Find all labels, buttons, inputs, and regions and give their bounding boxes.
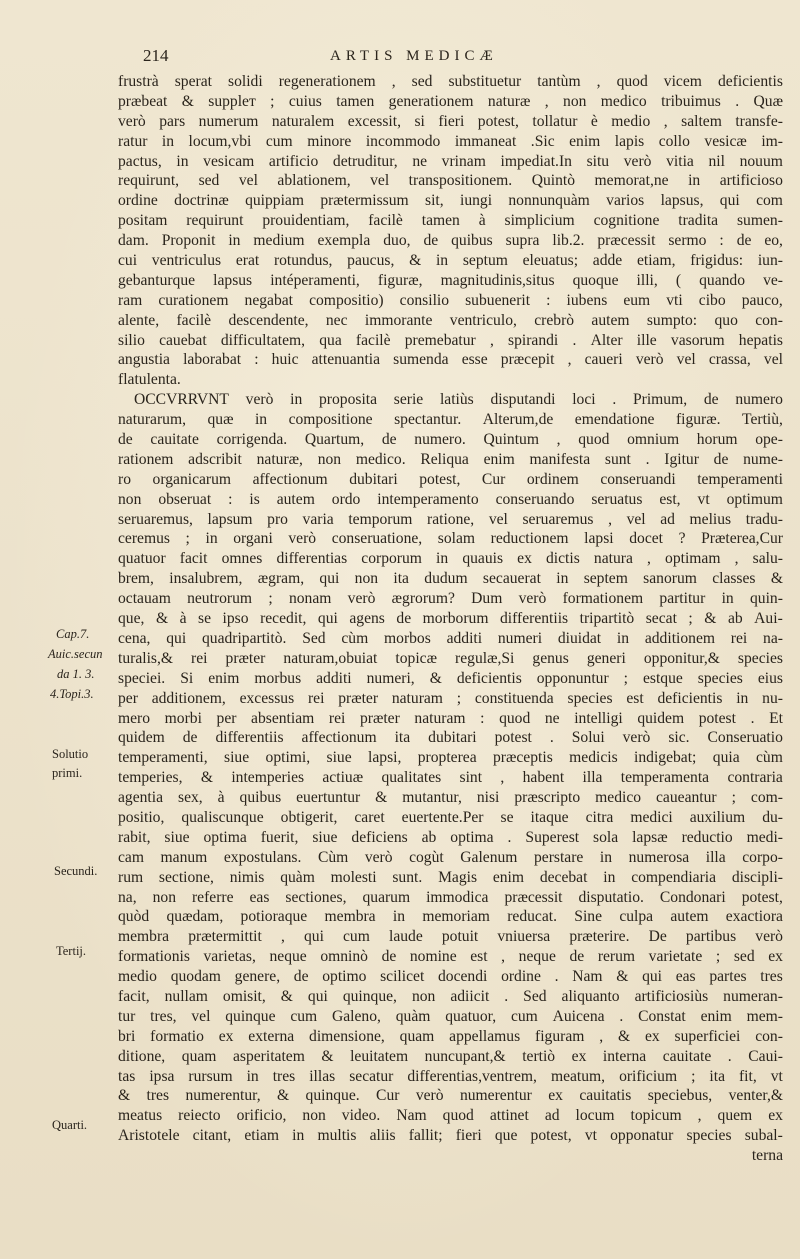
text-line: positam requirunt prouidentiam, facilè tamen à simplicium cognitione tradita sumen-: [118, 212, 783, 230]
text-line: quòd quædam, potioraque membra in memoriam reducat. Sine culpa autem exactiora: [118, 908, 783, 926]
text-line: silio cauebat difficultatem, qua facilè premebatur , spirandi . Alter ille vasorum hepatis: [118, 331, 783, 349]
margin-note: Auic.secun: [48, 647, 103, 661]
text-line: ram curationem negabat compositio) consilio subuenerit : iubens eum vti cibo pauco,: [118, 291, 783, 309]
page-header: [0, 40, 800, 70]
text-line: meatus reiecto orificio, non video. Nam quod attinet ad locum topicum , quem ex: [118, 1107, 783, 1125]
text-line: dam. Proponit in medium exempla duo, de quibus supra lib.2. præcessit sermo : de eo,: [118, 232, 783, 250]
text-line: flatulenta.: [118, 371, 181, 389]
text-line: ro organicarum affectionum dubitari potest, Cur ordinem conseruandi temperamenti: [118, 470, 783, 488]
text-line: de cauitate corrigenda. Quartum, de numero. Quintum , quod omnium horum ope-: [118, 431, 783, 449]
margin-notes: [0, 0, 120, 1259]
text-line: frustrà sperat solidi regenerationem , sed substituetur tantùm , quod vicem deficientis: [118, 73, 783, 90]
text-line: medio quodam genere, de optimo scilicet docendi ordine . Nam & qui eas partes tres: [118, 968, 783, 986]
text-line: temperies, & intemperies actiuæ qualitates sint , habent illa temperamenta contraria: [118, 769, 783, 787]
text-line: tas ipsa rursum in tres illas secatur differentias,ventrem, meatum, orificium ; ita fit, vt: [118, 1067, 783, 1085]
margin-note: Cap.7.: [56, 627, 90, 641]
text-line: Aristotele citant, etiam in multis aliis fallit; fieri que potest, vt opponatur species subal-: [118, 1127, 783, 1145]
text-line: que, & à se ipso recedit, qui agens de morborum differentiis tripartitò secat ; & ab Aui-: [118, 610, 783, 628]
text-line: facit, nullam omisit, & qui quinque, non adiicit . Sed aliquanto artificiosiùs numeran-: [118, 987, 783, 1005]
text-line: gebanturque lapsus intéperamenti, figuræ, magnitudinis,situs quoque illi, ( quando ve-: [118, 271, 783, 289]
text-line: ordine doctrinæ quippiam prætermissum sit, iungi nonnunquàm varios lapsus, qui com: [118, 192, 783, 210]
text-line: angustia laborabat : huic attenuantia sumenda esse præcepit , caueri verò vel crassa, vel: [118, 351, 783, 369]
text-line: rabit, siue optima fuerit, siue deficiens ab optima . Superest sola lapsæ reductio medi-: [118, 828, 783, 846]
text-line: requirunt, sed vel ablationem, vel transpositionem. Quintò memorat,ne in artificioso: [118, 172, 783, 190]
text-line: seruaremus, lapsum pro varia temporum ratione, vel seruaremus , vel ad melius tradu-: [118, 510, 783, 528]
text-line: na, non referre eas sectiones, quarum immodica præcessit disputatio. Condonari potest,: [118, 888, 783, 906]
text-line: ratur in locum,vbi cum minore incommodo immaneat .Sic enim lapis collo vesicæ im-: [118, 132, 783, 150]
text-line: & tres numerentur, & quinque. Cur verò numerentur ex cauitatis speciebus, venter,&: [118, 1087, 783, 1105]
text-line: cui ventriculus erat rotundus, paucus, & in septum eleuatus; adde etiam, frigidus: iun-: [118, 252, 783, 270]
running-head: ARTIS MEDICÆ: [330, 48, 498, 64]
margin-note: Solutio: [52, 747, 89, 761]
margin-note: Secundi.: [54, 864, 98, 878]
text-line: formationis varietas, neque omninò de nomine est , neque de rerum varietate ; sed ex: [118, 948, 783, 966]
text-line: positio, qualiscunque obtigerit, caret euertente.Per se itaque citra medici auxilium du-: [118, 808, 783, 826]
text-line: verò pars numerum naturalem excessit, si fieri potest, tollatur è medio , saltem transfe-: [118, 112, 783, 130]
text-line: per additionem, excessus rei præter naturam ; constituenda species est deficientis in nu-: [118, 689, 783, 707]
text-line: temperamenti, siue optimi, siue lapsi, propterea præceptis medicis indigebat; quia cùm: [118, 749, 783, 767]
page-number: 214: [143, 46, 169, 65]
text-line: bri formatio ex externa dimensione, quam appellamus figuram , & ex superficiei con-: [118, 1027, 783, 1045]
text-line: alente, facilè descendente, nec immorante ventriculo, crebrò autem sumpto: quo con-: [118, 311, 783, 329]
text-line: membra prætermittit , qui cum laude potuit vniuersa præterire. De partibus verò: [118, 928, 783, 946]
text-line: OCCVRRVNT verò in proposita serie latiùs disputandi loci . Primum, de numero: [134, 391, 783, 409]
text-line: octauam neutrorum ; nonam verò ægrorum? Dum verò formationem partitur in quin-: [118, 590, 783, 608]
text-line: naturarum, quæ in compositione spectantur. Alterum,de emendatione figuræ. Tertiù,: [118, 411, 783, 429]
text-line: mero morbi per absentiam rei præter naturam : quod ne intelligi quidem potest . Et: [118, 709, 783, 727]
text-line: ceremus ; in organi verò conseruatione, solam reductionem lapsi docet ? Præterea,Cur: [118, 530, 783, 548]
text-line: pactus, in vesicam artificio detruditur, ne vrinam impediat.In situ verò vitia nil nouum: [118, 152, 783, 170]
margin-note: 4.Topi.3.: [50, 687, 94, 701]
text-line: præbeat & suppleт ; cuius tamen generationem naturæ , non medico tribuimus . Quæ: [118, 92, 783, 110]
text-line: rum sectione, nimis quàm molesti sunt. Magis enim decebat in compendiaria discipli-: [118, 868, 783, 886]
margin-note: primi.: [52, 766, 83, 780]
text-line: tur tres, vel quinque cum Galeno, quàm quatuor, cum Auicena . Constat enim mem-: [118, 1007, 783, 1025]
text-line: agentia sex, à quibus euertuntur & mutantur, nisi præscripto medico caueantur ; com-: [118, 789, 783, 807]
text-line: rationem adscribit naturæ, non medico. Reliqua enim manifesta sunt . Igitur de nume-: [118, 450, 783, 468]
margin-note: Tertij.: [56, 944, 87, 958]
text-line: brem, insalubrem, ægram, qui non ita dudum secauerat in septem sanorum classes &: [118, 570, 783, 588]
margin-note: da 1. 3.: [57, 667, 95, 681]
text-line: speciei. Si enim morbus additi numeri, & deficientis opponuntur ; estque species eius: [118, 669, 783, 687]
text-line: ditione, quam asperitatem & leuitatem nuncupant,& tertiò ex interna cauitate . Caui-: [118, 1047, 783, 1065]
text-line: quatuor facit omnes differentias corporum in quauis ex dictis natura , optimam , salu-: [118, 550, 783, 568]
catchword: terna: [751, 1147, 783, 1165]
text-line: cam manum expostulans. Cùm verò cogùt Galenum perstare in numerosa illa corpo-: [118, 848, 783, 866]
text-line: cena, qui quadripartitò. Sed cùm morbos additi numeri diuidat in additionem rei na-: [118, 629, 783, 647]
text-line: non obseruat : is autem ordo intemperamento conseruando seruatus est, vt optimum: [118, 490, 783, 508]
margin-note: Quarti.: [52, 1118, 88, 1132]
text-line: turalis,& rei præter naturam,obuiat topicæ regulæ,Si genus generi opponitur,& species: [118, 649, 783, 667]
main-text-block: [118, 72, 783, 1166]
text-line: quidem de differentiis affectionum ita dubitari potest . Solui verò sic. Conseruatio: [118, 729, 783, 747]
